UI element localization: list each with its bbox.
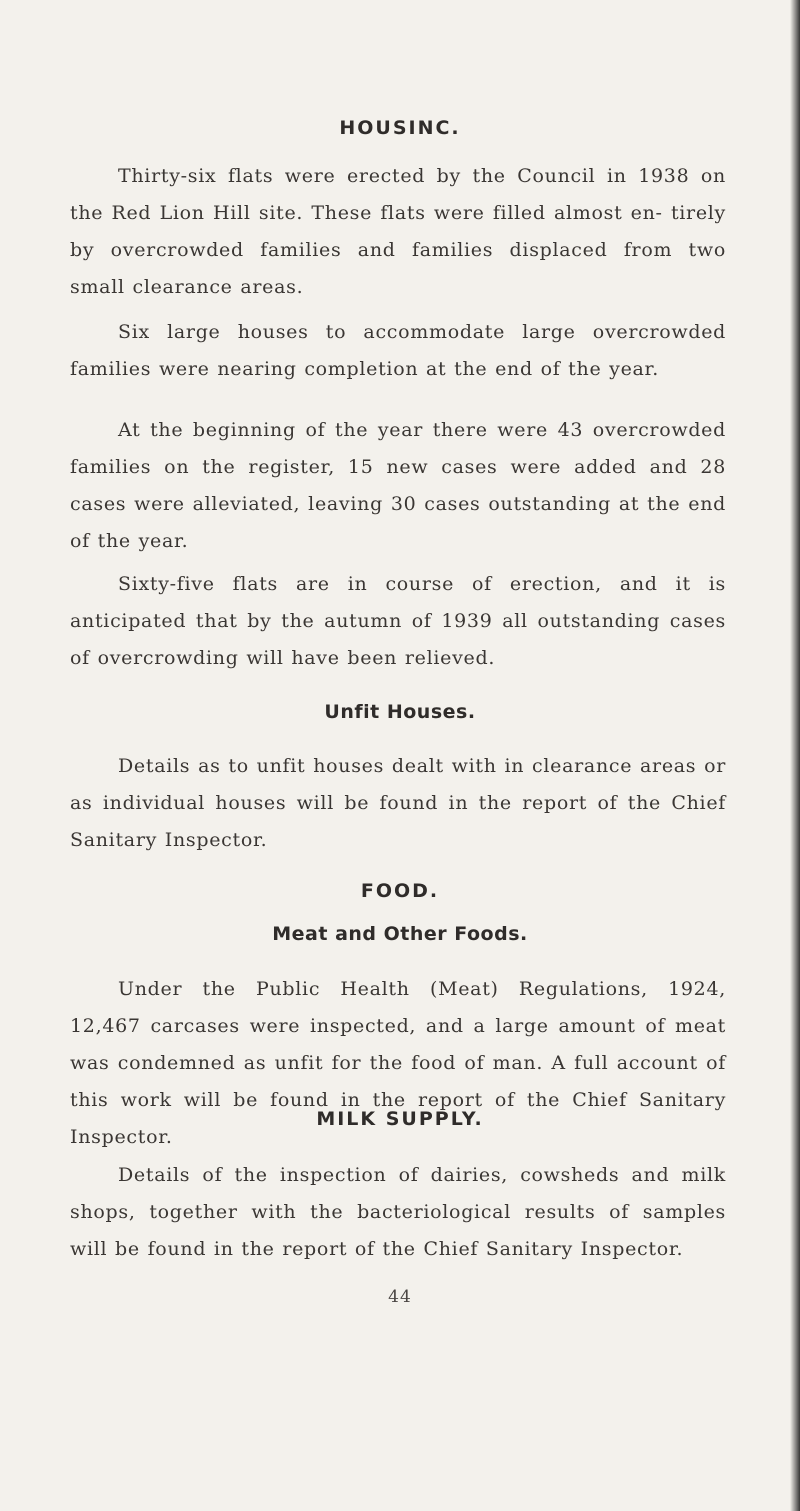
housing-paragraph-2: Six large houses to accommodate large overcrowded families were nearing completion at the end of the year. bbox=[70, 321, 726, 380]
milk-supply-heading: MILK SUPPLY. bbox=[316, 1108, 484, 1130]
housing-heading: HOUSINC. bbox=[339, 117, 461, 139]
housing-paragraph-4: Sixty-five flats are in course of erection, and it is anticipated that by the autumn of 1939 all outstanding cases of overcrowding will have been relieved. bbox=[70, 573, 726, 669]
unfit-houses-heading: Unfit Houses. bbox=[324, 701, 476, 723]
milk-supply-paragraph: Details of the inspection of dairies, cowsheds and milk shops, together with the bacteriological results of samples will be found in the report of the Chief Sanitary Inspector. bbox=[70, 1164, 726, 1260]
page-edge-shadow bbox=[790, 0, 800, 1511]
food-heading: FOOD. bbox=[360, 880, 440, 902]
meat-and-other-foods-heading: Meat and Other Foods. bbox=[272, 923, 528, 945]
unfit-houses-paragraph: Details as to unfit houses dealt with in clearance areas or as individual houses will be found in the report of the Chief Sanitary Inspector. bbox=[70, 755, 726, 851]
housing-paragraph-1: Thirty-six flats were erected by the Council in 1938 on the Red Lion Hill site. These flats were filled almost en- tirely by overcrowded families and families displaced from two small clearance areas. bbox=[70, 165, 726, 298]
housing-paragraph-3: At the beginning of the year there were 43 overcrowded families on the register, 15 new cases were added and 28 cases were alleviated, leaving 30 cases outstanding at the end of the year. bbox=[70, 419, 726, 552]
page-number: 44 bbox=[388, 1287, 412, 1307]
food-paragraph: Under the Public Health (Meat) Regulations, 1924, 12,467 carcases were inspected, and a large amount of meat was condemned as unfit for the food of man. A full account of this work will be found in the report of the Chief Sanitary Inspector. bbox=[70, 978, 726, 1148]
